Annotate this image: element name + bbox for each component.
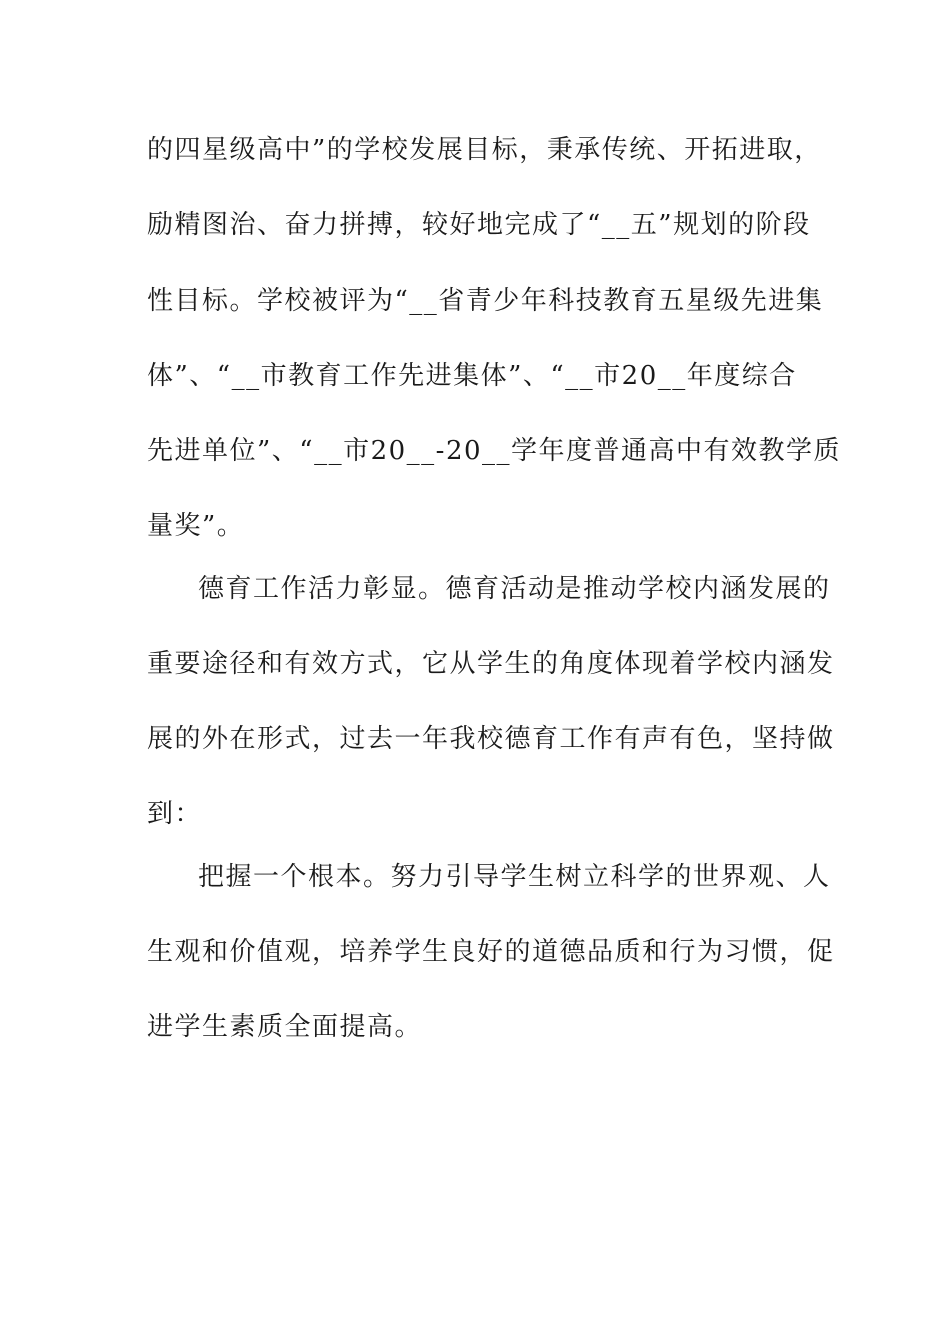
paragraph-1-line-2: 励精图治、奋力拼搏，较好地完成了“__五”规划的阶段 [147,210,811,240]
paragraph-1-line-3: 性目标。学校被评为“__省青少年科技教育五星级先进集 [147,286,824,316]
paragraph-1-line-5: 先进单位”、“__市20__-20__学年度普通高中有效教学质 [147,436,842,466]
paragraph-1-line-4: 体”、“__市教育工作先进集体”、“__市20__年度综合 [147,361,797,391]
paragraph-3-line-3: 进学生素质全面提高。 [147,1012,423,1042]
paragraph-2-line-1: 德育工作活力彰显。德育活动是推动学校内涵发展的 [198,574,831,604]
paragraph-2-line-2: 重要途径和有效方式，它从学生的角度体现着学校内涵发 [147,649,835,679]
paragraph-2-line-3: 展的外在形式，过去一年我校德育工作有声有色，坚持做 [147,724,835,754]
paragraph-3-line-2: 生观和价值观，培养学生良好的道德品质和行为习惯，促 [147,937,835,967]
paragraph-1-line-6: 量奖”。 [147,511,245,541]
paragraph-3-line-1: 把握一个根本。努力引导学生树立科学的世界观、人 [198,862,831,892]
paragraph-2-line-4: 到： [147,799,203,829]
paragraph-1-line-1: 的四星级高中”的学校发展目标，秉承传统、开拓进取， [147,135,822,165]
